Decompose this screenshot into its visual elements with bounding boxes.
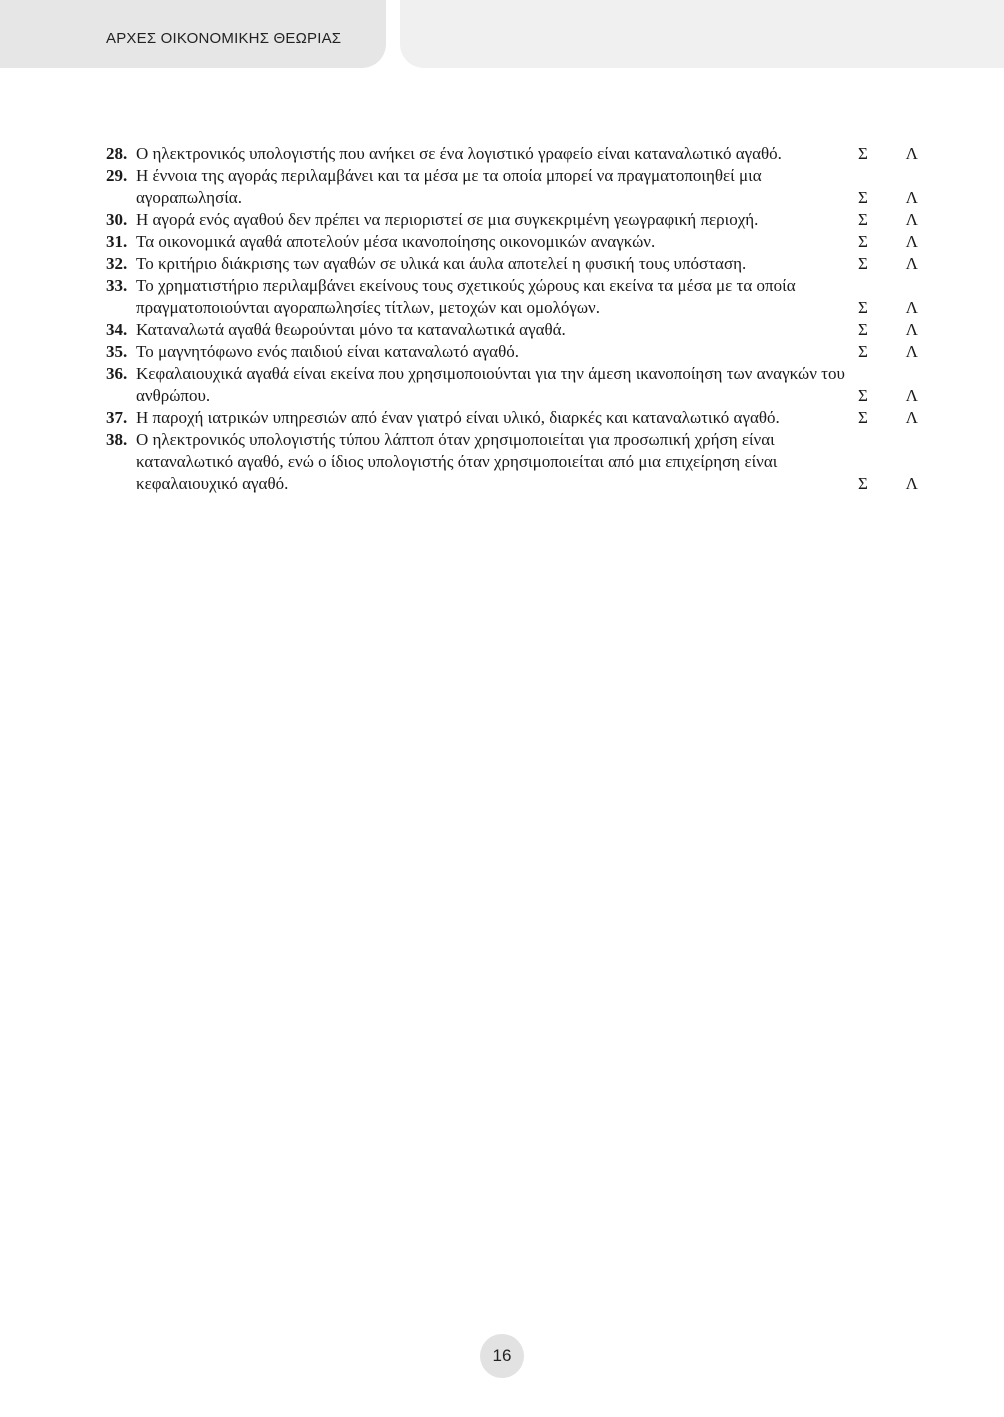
question-item (106, 341, 918, 363)
question-text: Ο ηλεκτρονικός υπολογιστής τύπου λάπτοπ όταν χρησιμοποιείται για προσωπική χρήση είναι καταναλωτικό αγαθό, ενώ ο ίδιος υπολογιστής όταν χρησιμοποιείται από μια επιχείρηση είναι κεφαλαιουχικό αγαθό. (136, 430, 778, 493)
true-option[interactable]: Σ (858, 408, 868, 427)
true-option[interactable]: Σ (858, 144, 868, 163)
question-item (106, 429, 918, 495)
false-option[interactable]: Λ (905, 188, 918, 207)
false-option[interactable]: Λ (905, 232, 918, 251)
question-text: Η έννοια της αγοράς περιλαμβάνει και τα μέσα με τα οποία μπορεί να πραγματοποιηθεί μια αγοραπωλησία. (136, 166, 762, 207)
question-item (106, 275, 918, 319)
question-item (106, 407, 918, 429)
question-text: Το κριτήριο διάκρισης των αγαθών σε υλικά και άυλα αποτελεί η φυσική τους υπόσταση. (136, 254, 747, 273)
question-number: 35. (106, 342, 128, 361)
false-option[interactable]: Λ (905, 342, 918, 361)
true-option[interactable]: Σ (858, 474, 868, 493)
false-option[interactable]: Λ (905, 408, 918, 427)
true-false-options (858, 297, 918, 319)
true-false-options (858, 385, 918, 407)
header-tab (0, 0, 386, 68)
header-band (400, 0, 1004, 68)
question-text: Το μαγνητόφωνο ενός παιδιού είναι καταναλωτό αγαθό. (136, 342, 519, 361)
true-false-options (858, 341, 918, 363)
question-text: Η παροχή ιατρικών υπηρεσιών από έναν γιατρό είναι υλικό, διαρκές και καταναλωτικό αγαθό. (136, 408, 780, 427)
question-number: 36. (106, 364, 128, 383)
false-option[interactable]: Λ (905, 320, 918, 339)
question-text: Κεφαλαιουχικά αγαθά είναι εκείνα που χρησιμοποιούνται για την άμεση ικανοποίηση των αναγκών του ανθρώπου. (136, 364, 845, 405)
true-option[interactable]: Σ (858, 342, 868, 361)
false-option[interactable]: Λ (905, 386, 918, 405)
false-option[interactable]: Λ (905, 144, 918, 163)
question-list (106, 143, 918, 495)
false-option[interactable]: Λ (905, 210, 918, 229)
question-number: 33. (106, 276, 128, 295)
question-number: 37. (106, 408, 128, 427)
true-false-options (858, 209, 918, 231)
question-text: Ο ηλεκτρονικός υπολογιστής που ανήκει σε ένα λογιστικό γραφείο είναι καταναλωτικό αγαθό. (136, 144, 782, 163)
question-text: Η αγορά ενός αγαθού δεν πρέπει να περιοριστεί σε μια συγκεκριμένη γεωγραφική περιοχή. (136, 210, 759, 229)
question-item (106, 253, 918, 275)
question-number: 34. (106, 320, 128, 339)
false-option[interactable]: Λ (905, 298, 918, 317)
true-false-options (858, 253, 918, 275)
question-item (106, 143, 918, 165)
question-number: 30. (106, 210, 128, 229)
question-text: Καταναλωτά αγαθά θεωρούνται μόνο τα καταναλωτικά αγαθά. (136, 320, 566, 339)
true-option[interactable]: Σ (858, 320, 868, 339)
book-title: ΑΡΧΕΣ ΟΙΚΟΝΟΜΙΚΗΣ ΘΕΩΡΙΑΣ (106, 30, 342, 47)
true-false-options (858, 319, 918, 341)
true-option[interactable]: Σ (858, 386, 868, 405)
question-item (106, 231, 918, 253)
true-false-options (858, 187, 918, 209)
true-option[interactable]: Σ (858, 298, 868, 317)
question-item (106, 363, 918, 407)
question-number: 31. (106, 232, 128, 251)
true-false-options (858, 143, 918, 165)
false-option[interactable]: Λ (905, 254, 918, 273)
true-option[interactable]: Σ (858, 210, 868, 229)
true-option[interactable]: Σ (858, 254, 868, 273)
question-item (106, 209, 918, 231)
question-item (106, 319, 918, 341)
true-false-options (858, 407, 918, 429)
question-text: Το χρηματιστήριο περιλαμβάνει εκείνους τους σχετικούς χώρους και εκείνα τα μέσα με τα οποία πραγματοποιούνται αγοραπωλησίες τίτλων, μετοχών και ομολόγων. (136, 276, 796, 317)
question-item (106, 165, 918, 209)
question-number: 32. (106, 254, 128, 273)
true-option[interactable]: Σ (858, 188, 868, 207)
question-text: Τα οικονομικά αγαθά αποτελούν μέσα ικανοποίησης οικονομικών αναγκών. (136, 232, 656, 251)
false-option[interactable]: Λ (905, 474, 918, 493)
true-false-options (858, 231, 918, 253)
question-number: 28. (106, 144, 128, 163)
question-number: 29. (106, 166, 128, 185)
true-option[interactable]: Σ (858, 232, 868, 251)
page-number: 16 (480, 1334, 524, 1378)
true-false-options (858, 473, 918, 495)
question-number: 38. (106, 430, 128, 449)
